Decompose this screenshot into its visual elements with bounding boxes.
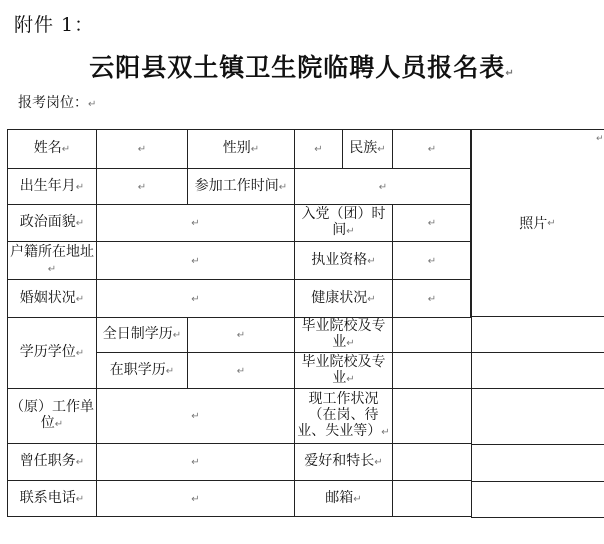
attachment-label: 附件 1： [14, 14, 95, 36]
value-work-start[interactable]: ↵ [295, 169, 472, 205]
photo-cell: 照片 ↵ [470, 129, 604, 317]
row-duties [8, 444, 472, 481]
label-phone: 联系电话↵ [8, 481, 97, 517]
label-birth: 出生年月↵ [8, 169, 97, 205]
label-household: 户籍所在地址↵ [8, 242, 97, 280]
applied-post-field[interactable]: 报考岗位：↵ [18, 95, 97, 111]
label-fulltime-edu: 全日制学历↵ [97, 318, 188, 353]
value-current-status[interactable] [393, 389, 472, 444]
row-contact [8, 481, 472, 517]
value-phone[interactable]: ↵ [97, 481, 295, 517]
value-politics[interactable]: ↵ [97, 205, 295, 242]
label-work-start: 参加工作时间↵ [188, 169, 295, 205]
grad-school-2-extension [471, 353, 604, 389]
value-prev-unit[interactable]: ↵ [97, 389, 295, 444]
label-politics: 政治面貌↵ [8, 205, 97, 242]
row-basic-info [8, 130, 472, 169]
label-prev-duties: 曾任职务↵ [8, 444, 97, 481]
label-education: 学历学位↵ [8, 318, 97, 389]
grad-school-1-extension [471, 317, 604, 353]
photo-label: 照片 [519, 216, 548, 232]
row-politics [8, 205, 472, 242]
row-work-unit [8, 389, 472, 444]
row-fulltime-edu [8, 318, 472, 353]
value-license[interactable]: ↵ [393, 242, 472, 280]
value-name[interactable]: ↵ [97, 130, 188, 169]
hobbies-extension [471, 445, 604, 482]
value-email[interactable] [393, 481, 472, 517]
label-prev-unit: （原）工作单位↵ [8, 389, 97, 444]
label-marriage: 婚姻状况↵ [8, 280, 97, 318]
edge-para-mark: ↵ [596, 134, 604, 144]
label-current-status: 现工作状况（在岗、待业、失业等）↵ [295, 389, 393, 444]
label-hobbies: 爱好和特长↵ [295, 444, 393, 481]
current-status-extension [471, 389, 604, 445]
label-email: 邮箱↵ [295, 481, 393, 517]
value-marriage[interactable]: ↵ [97, 280, 295, 318]
label-grad-school-1: 毕业院校及专业↵ [295, 318, 393, 353]
value-grad-school-2[interactable] [393, 353, 472, 389]
form-title: 云阳县双土镇卫生院临聘人员报名表↵ [89, 53, 515, 82]
label-health: 健康状况↵ [295, 280, 393, 318]
value-household[interactable]: ↵ [97, 242, 295, 280]
label-inservice-edu: 在职学历↵ [97, 353, 188, 389]
value-grad-school-1[interactable] [393, 318, 472, 353]
label-party-join: 入党（团）时间↵ [295, 205, 393, 242]
value-prev-duties[interactable]: ↵ [97, 444, 295, 481]
email-extension [471, 482, 604, 518]
value-hobbies[interactable] [393, 444, 472, 481]
value-ethnicity[interactable]: ↵ [393, 130, 472, 169]
registration-form-table [7, 129, 472, 517]
row-household [8, 242, 472, 280]
row-marriage [8, 280, 472, 318]
value-gender[interactable]: ↵ [295, 130, 343, 169]
label-ethnicity: 民族↵ [343, 130, 393, 169]
label-gender: 性别↵ [188, 130, 295, 169]
label-grad-school-2: 毕业院校及专业↵ [295, 353, 393, 389]
value-birth[interactable]: ↵ [97, 169, 188, 205]
label-license: 执业资格↵ [295, 242, 393, 280]
value-health[interactable]: ↵ [393, 280, 472, 318]
value-inservice-edu[interactable]: ↵ [188, 353, 295, 389]
label-name: 姓名↵ [8, 130, 97, 169]
value-party-join[interactable]: ↵ [393, 205, 472, 242]
applied-post-label: 报考岗位： [18, 95, 88, 111]
value-fulltime-edu[interactable]: ↵ [188, 318, 295, 353]
row-birth-work [8, 169, 472, 205]
